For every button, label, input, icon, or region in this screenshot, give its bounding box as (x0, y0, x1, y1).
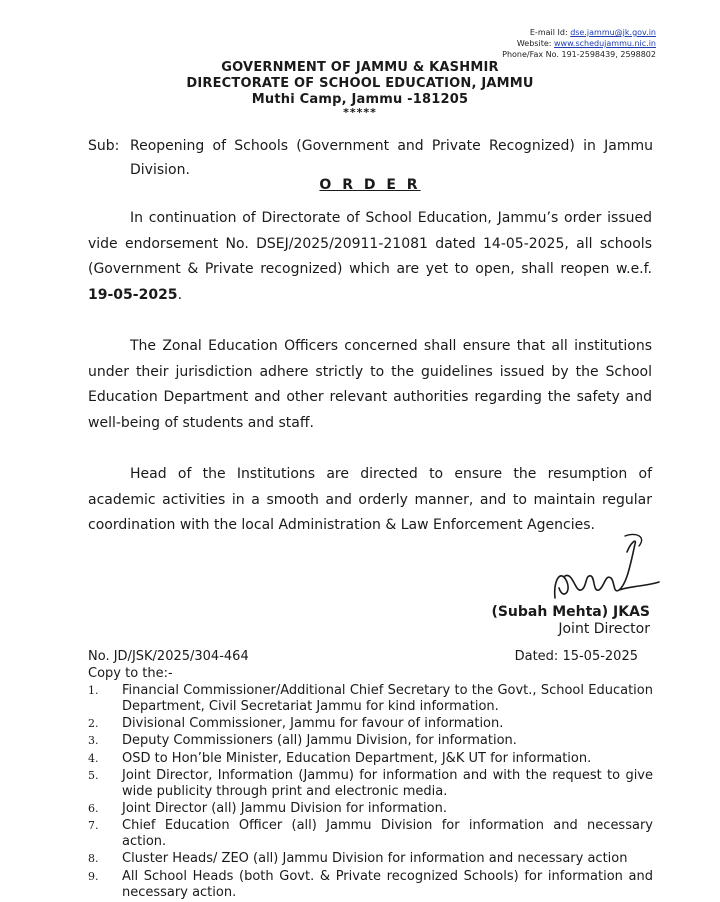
subject-label: Sub: (88, 138, 120, 154)
list-item (88, 751, 653, 767)
reference-line (88, 649, 638, 664)
list-item-number: 3. (88, 734, 99, 748)
list-item-number: 8. (88, 852, 99, 866)
list-item (88, 683, 653, 715)
list-item-text: Divisional Commissioner, Jammu for favour of information. (122, 716, 504, 732)
list-item-text: Chief Education Officer (all) Jammu Division for information and necessary action. (122, 818, 653, 850)
paragraph-continuation-end: . (177, 286, 183, 303)
list-item-number: 7. (88, 819, 99, 833)
list-item (88, 768, 653, 800)
list-item-number: 6. (88, 801, 99, 815)
letterhead-stars: ***** (343, 106, 377, 119)
list-item-number: 1. (88, 684, 99, 697)
signatory-name: (Subah Mehta) JKAS (491, 604, 650, 620)
list-item-text: Joint Director (all) Jammu Division for information. (122, 800, 447, 816)
email-link[interactable]: dse.jammu@jk.gov.in (570, 28, 656, 37)
paragraph-continuation-text: In continuation of Directorate of School Education, Jammu’s order issued vide endorsement No. DSEJ/2025/20911-21081 dated 14-05-2025, all schools (Government & Private recognized) which are yet to open, shall reopen w.e.f. (88, 210, 652, 277)
list-item (88, 851, 653, 867)
list-item-number: 5. (88, 768, 99, 782)
letterhead-address: Muthi Camp, Jammu -181205 (251, 92, 469, 107)
order-title: O R D E R (319, 177, 421, 193)
paragraph-head-institutions: Head of the Institutions are directed to ensure the resumption of academic activities in a smooth and orderly manner, and to maintain regular coordination with the local Administration & Law Enforcement Agencies. (88, 466, 652, 533)
paragraph-continuation (88, 206, 652, 308)
list-item-text: Cluster Heads/ ZEO (all) Jammu Division for information and necessary action (122, 851, 628, 867)
letterhead-directorate: DIRECTORATE OF SCHOOL EDUCATION, JAMMU (186, 76, 534, 91)
email-line (502, 27, 656, 38)
list-item (88, 716, 653, 732)
list-item-number: 4. (88, 751, 99, 765)
phone-line: Phone/Fax No. 191-2598439, 2598802 (502, 50, 656, 59)
subject-line (88, 134, 653, 182)
website-link[interactable]: www.schedujammu.nic.in (554, 39, 656, 48)
list-item (88, 733, 653, 749)
reopen-date: 19-05-2025 (88, 286, 178, 303)
copy-list (88, 683, 653, 902)
list-item-text: Financial Commissioner/Additional Chief Secretary to the Govt., School Education Department, Civil Secretariat Jammu for kind information. (122, 683, 653, 714)
signatory-title: Joint Director (558, 621, 650, 637)
letterhead (0, 60, 720, 118)
website-line (502, 38, 656, 49)
subject-text: Reopening of Schools (Government and Private Recognized) in Jammu Division. (130, 138, 653, 178)
list-item-text: All School Heads (both Govt. & Private recognized Schools) for information and necessary action. (122, 868, 653, 900)
list-item-number: 9. (88, 869, 99, 883)
list-item-number: 2. (88, 717, 99, 731)
list-item-text: OSD to Hon’ble Minister, Education Department, J&K UT for information. (122, 750, 592, 766)
list-item (88, 801, 653, 817)
list-item (88, 818, 653, 850)
contact-block (502, 27, 656, 60)
letterhead-government: GOVERNMENT OF JAMMU & KASHMIR (221, 60, 499, 75)
reference-number: No. JD/JSK/2025/304-464 (88, 649, 249, 664)
reference-date: Dated: 15-05-2025 (514, 649, 638, 664)
website-label: Website: (516, 39, 552, 48)
paragraph-zonal-officers: The Zonal Education Officers concerned shall ensure that all institutions under their jurisdiction adhere strictly to the guidelines issued by the School Education Department and other relevant authorities regarding the safety and well-being of students and staff. (88, 338, 652, 431)
list-item-text: Deputy Commissioners (all) Jammu Division, for information. (122, 733, 517, 749)
signature-icon (535, 532, 665, 612)
email-label: E-mail Id: (529, 28, 568, 37)
list-item-text: Joint Director, Information (Jammu) for information and with the request to give wide publicity through print and electronic media. (122, 767, 653, 799)
copy-to-label: Copy to the:- (88, 666, 173, 681)
list-item (88, 869, 653, 901)
